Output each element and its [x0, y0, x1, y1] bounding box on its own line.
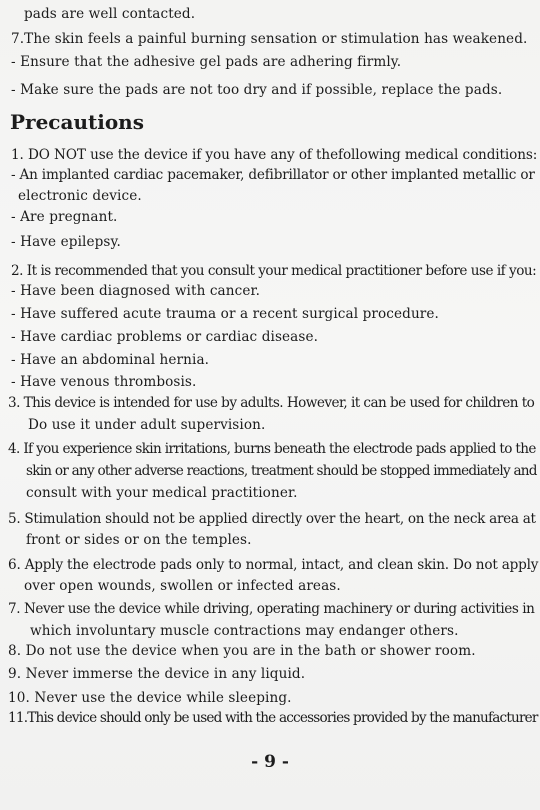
list-item: 5. Stimulation should not be applied directly over the heart, on the neck area at [8, 511, 536, 527]
bullet-item: - Have suffered acute trauma or a recent surgical procedure. [11, 306, 439, 322]
bullet-item: - Make sure the pads are not too dry and if possible, replace the pads. [11, 82, 503, 98]
bullet-item: - Have an abdominal hernia. [11, 352, 210, 368]
list-item: 10. Never use the device while sleeping. [8, 690, 292, 706]
text-line: pads are well contacted. [24, 6, 196, 22]
list-item-continued: front or sides or on the temples. [26, 532, 252, 548]
list-item-continued: Do use it under adult supervision. [28, 417, 266, 433]
list-item: 3. This device is intended for use by adults. However, it can be used for children to [8, 395, 535, 411]
bullet-item: - Have venous thrombosis. [11, 374, 197, 390]
list-item: 9. Never immerse the device in any liquid. [8, 666, 306, 682]
list-item: 4. If you experience skin irritations, burns beneath the electrode pads applied to the [8, 441, 536, 457]
section-heading: Precautions [10, 110, 144, 134]
bullet-item: - An implanted cardiac pacemaker, defibrillator or other implanted metallic or [11, 167, 535, 183]
bullet-item: - Have cardiac problems or cardiac disease. [11, 329, 319, 345]
list-item: 11.This device should only be used with the accessories provided by the manufacturer [8, 710, 538, 726]
list-item: 8. Do not use the device when you are in the bath or shower room. [8, 643, 476, 659]
list-item: 7.The skin feels a painful burning sensation or stimulation has weakened. [11, 31, 528, 47]
list-item-continued: which involuntary muscle contractions may endanger others. [30, 623, 459, 639]
list-item: 1. DO NOT use the device if you have any of thefollowing medical conditions: [11, 147, 538, 163]
bullet-item: - Ensure that the adhesive gel pads are adhering firmly. [11, 54, 402, 70]
list-item: 6. Apply the electrode pads only to normal, intact, and clean skin. Do not apply [8, 557, 539, 573]
list-item-continued: over open wounds, swollen or infected areas. [24, 578, 341, 594]
list-item-continued: skin or any other adverse reactions, treatment should be stopped immediately and [26, 463, 537, 479]
bullet-item: - Are pregnant. [11, 209, 118, 225]
list-item-continued: consult with your medical practitioner. [26, 485, 298, 501]
list-item: 7. Never use the device while driving, operating machinery or during activities in [8, 601, 535, 617]
bullet-item: - Have epilepsy. [11, 234, 121, 250]
bullet-item: - Have been diagnosed with cancer. [11, 283, 261, 299]
bullet-item-continued: electronic device. [18, 188, 142, 204]
list-item: 2. It is recommended that you consult your medical practitioner before use if you: [11, 263, 537, 279]
page-number: - 9 - [251, 752, 289, 772]
